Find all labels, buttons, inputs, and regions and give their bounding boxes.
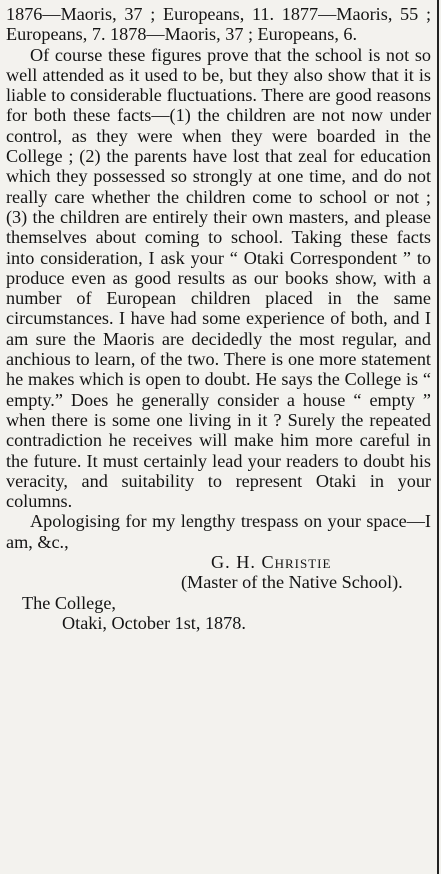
enrollment-statistics: 1876—Maoris, 37 ; Europeans, 11. 1877—Maoris, 55 ; Europeans, 7. 1878—Maoris, 37 ; Europeans, 6. xyxy=(6,4,431,45)
address-line-date: Otaki, October 1st, 1878. xyxy=(62,612,246,633)
signature-name: G. H. Christie xyxy=(211,552,332,573)
signature-role: (Master of the Native School). xyxy=(181,572,403,593)
address-line-college: The College, xyxy=(22,592,116,613)
closing-line: Apologising for my lengthy trespass on your space—I am, &c., xyxy=(6,511,431,552)
column-divider-rule xyxy=(437,0,439,874)
letter-body-paragraph: Of course these figures prove that the school is not so well attended as it used to be, but they also show that it is liable to considerable fluctuations. There are good reasons for both these facts—(1) the children are not now under control, as they were when they were boarded in the College ; (2) the parents have lost that zeal for education which they possessed so strongly at one time, and do not really care whether the children come to school or not ; (3) the children are entirely their own masters, and please themselves about coming to school. Taking these facts into consideration, I ask your “ Otaki Correspondent ” to produce even as good results as our books show, with a number of European children placed in the same circumstances. I have had some experience of both, and I am sure the Maoris are decidedly the most regular, and anchious to learn, of the two. There is one more statement he makes which is open to doubt. He says the College is “ empty.” Does he generally consider a house “ empty ” when there is some one living in it ? Surely the repeated contradiction he receives will make him more careful in the future. It must certainly lead your readers to doubt his veracity, and suitability to represent Otaki in your columns. xyxy=(6,44,431,512)
